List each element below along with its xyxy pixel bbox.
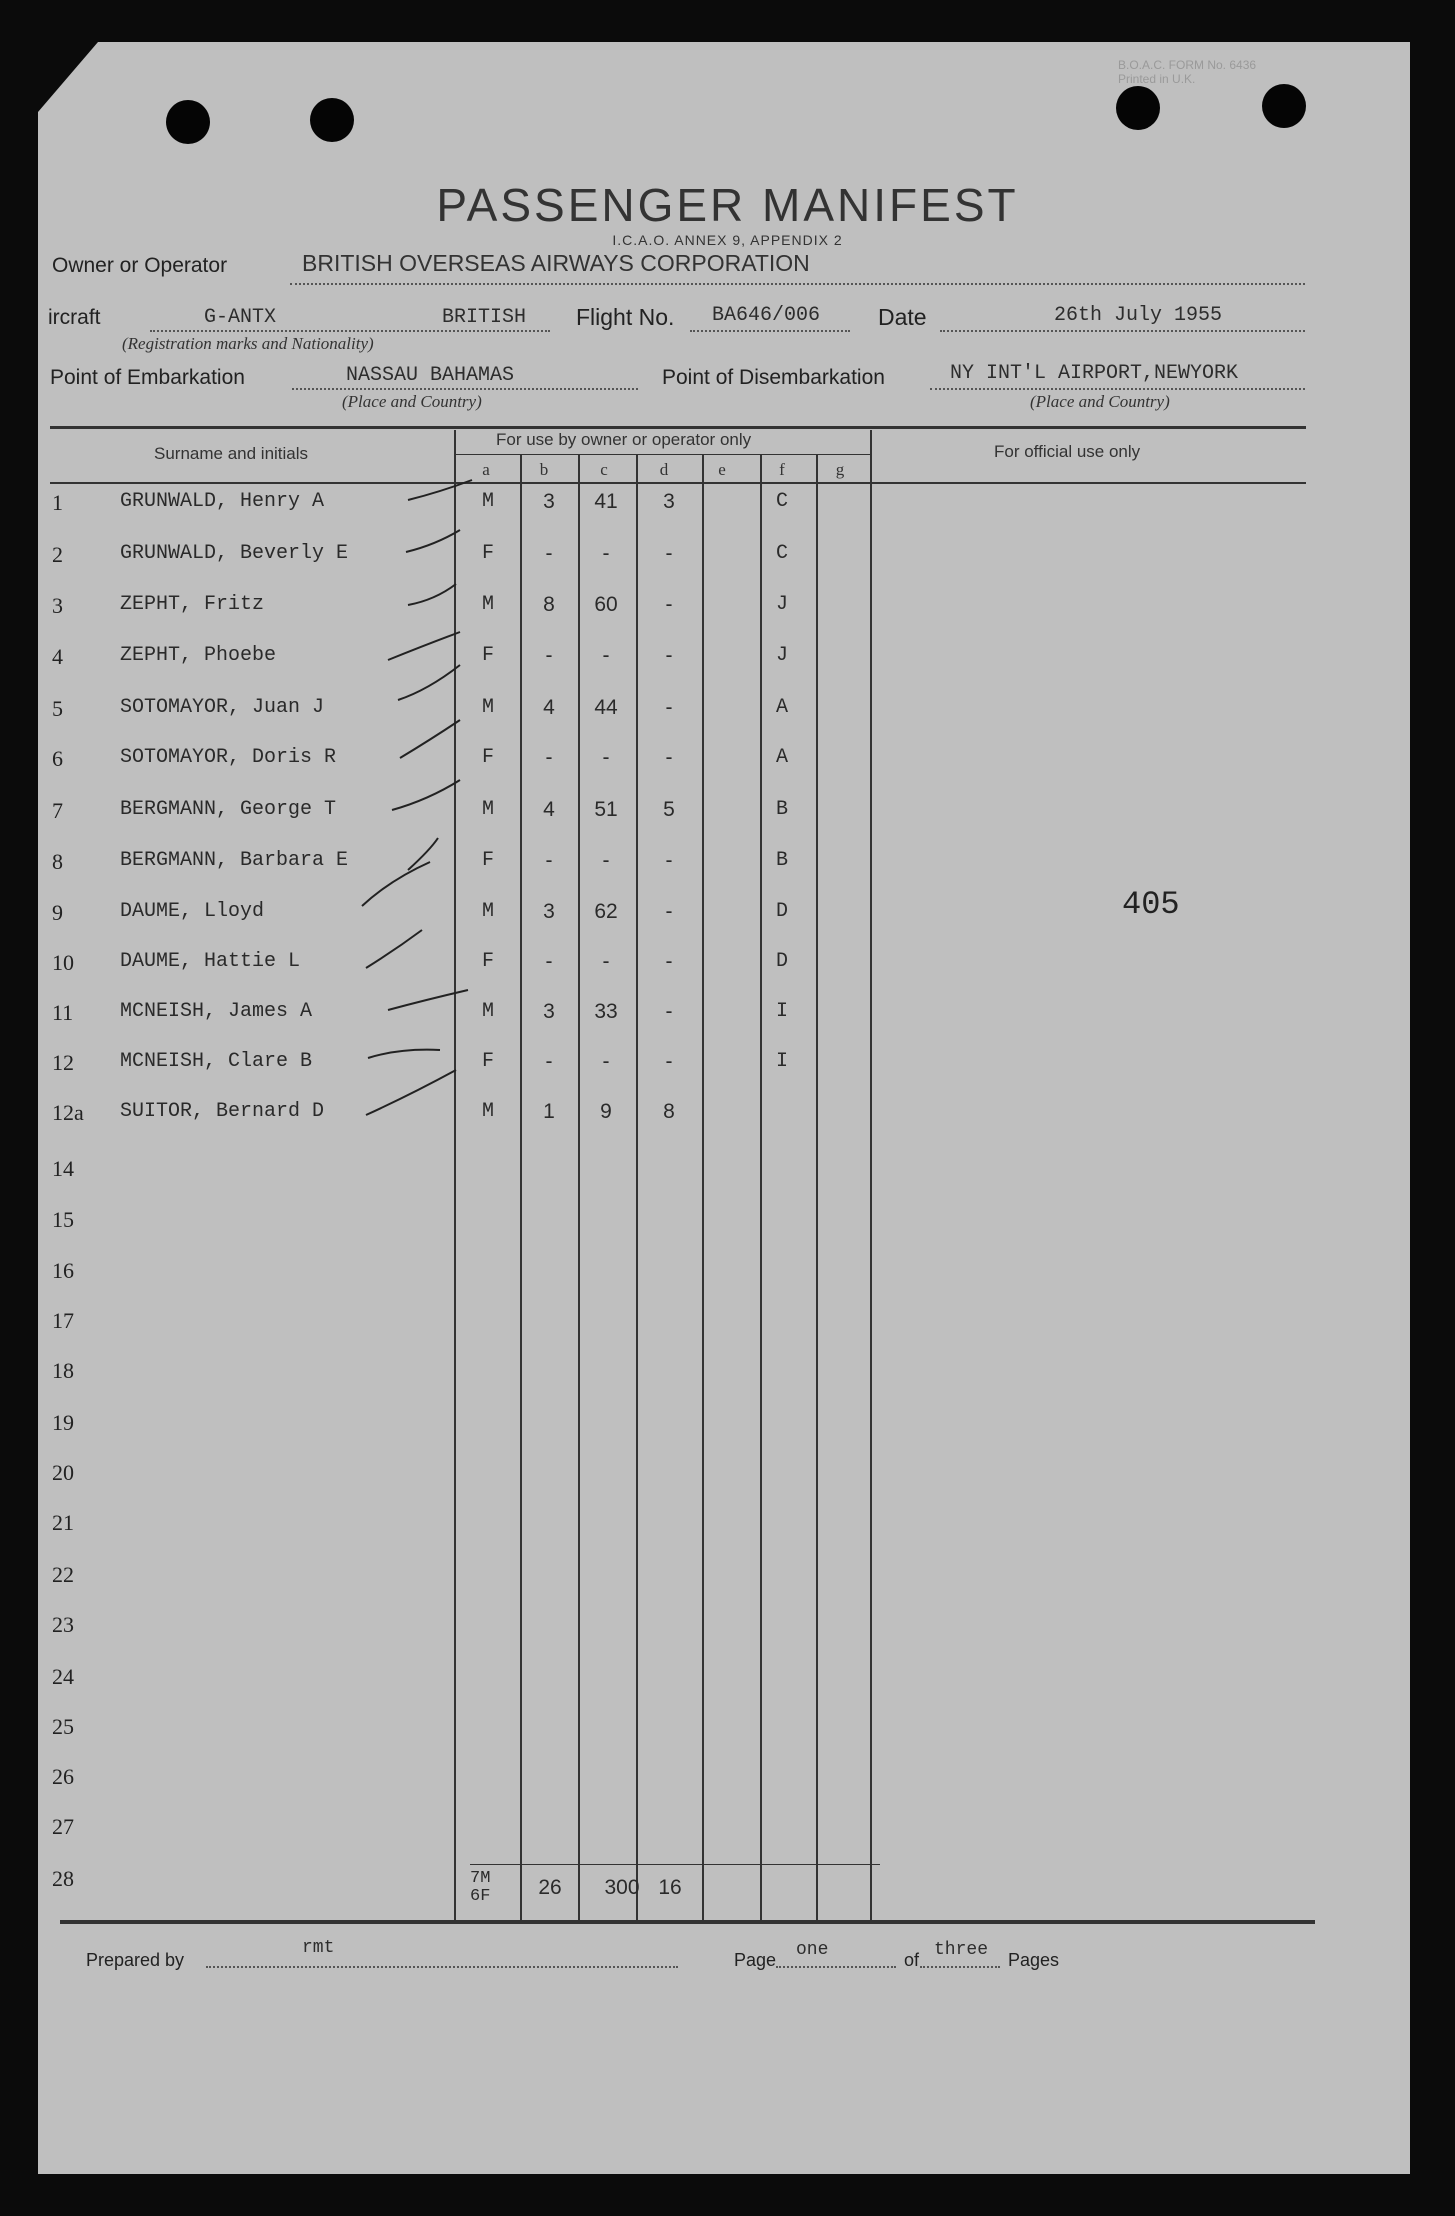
date-value: 26th July 1955 xyxy=(1054,304,1223,327)
total-d: 16 xyxy=(658,1876,682,1899)
cell-b: - xyxy=(545,950,553,973)
cell-d: - xyxy=(665,1000,673,1023)
cell-b: - xyxy=(545,849,553,872)
check-mark xyxy=(366,930,422,968)
row-number: 18 xyxy=(52,1358,74,1383)
column-header-c: c xyxy=(600,460,608,479)
page-label: Page xyxy=(734,1950,777,1970)
cell-d: - xyxy=(665,1050,673,1073)
cell-f: A xyxy=(775,696,788,719)
passenger-name: ZEPHT, Phoebe xyxy=(120,644,277,667)
row-number: 16 xyxy=(52,1258,74,1283)
column-header-f: f xyxy=(779,460,785,479)
cell-d: - xyxy=(665,542,673,565)
check-mark xyxy=(388,632,460,660)
check-mark xyxy=(366,1070,456,1115)
prepared-by-label: Prepared by xyxy=(86,1950,185,1970)
cell-d: - xyxy=(665,644,673,667)
cell-c: 51 xyxy=(594,798,618,821)
row-number: 3 xyxy=(52,593,63,618)
total-males: 7M xyxy=(470,1869,491,1888)
form-number: B.O.A.C. FORM No. 6436 xyxy=(1118,58,1257,72)
cell-b: - xyxy=(545,746,553,769)
of-label: of xyxy=(904,1950,920,1970)
cell-c: 60 xyxy=(594,593,618,616)
passenger-name: GRUNWALD, Henry A xyxy=(120,490,325,513)
cell-f: D xyxy=(775,900,788,923)
cell-f: I xyxy=(775,1050,788,1073)
total-c: 300 xyxy=(604,1876,640,1899)
row-number: 12 xyxy=(52,1050,74,1075)
passenger-name: DAUME, Lloyd xyxy=(120,900,265,923)
name-column-header: Surname and initials xyxy=(154,444,309,463)
official-column-header: For official use only xyxy=(994,442,1141,461)
row-number: 4 xyxy=(52,644,63,669)
operator-columns-header: For use by owner or operator only xyxy=(496,430,752,449)
cell-b: - xyxy=(545,542,553,565)
embarkation-label: Point of Embarkation xyxy=(50,366,245,389)
cell-d: - xyxy=(665,696,673,719)
row-number: 21 xyxy=(52,1510,74,1535)
row-number: 9 xyxy=(52,900,63,925)
column-header-d: d xyxy=(659,460,669,479)
cell-b: 3 xyxy=(543,900,555,923)
cell-f: C xyxy=(775,542,788,565)
passenger-name: BERGMANN, George T xyxy=(120,798,337,821)
row-number: 11 xyxy=(52,1000,74,1025)
cell-b: - xyxy=(545,644,553,667)
row-number: 26 xyxy=(52,1764,74,1789)
row-number: 28 xyxy=(52,1866,74,1891)
column-header-b: b xyxy=(539,460,549,479)
cell-c: - xyxy=(602,1050,610,1073)
cell-f: B xyxy=(775,798,788,821)
cell-d: - xyxy=(665,849,673,872)
aircraft-caption: (Registration marks and Nationality) xyxy=(122,334,374,353)
row-number: 1 xyxy=(52,490,63,515)
cell-f: D xyxy=(775,950,788,973)
row-number: 22 xyxy=(52,1562,74,1587)
cell-b: 3 xyxy=(543,1000,555,1023)
cell-b: 3 xyxy=(543,490,555,513)
row-number: 12a xyxy=(52,1100,84,1125)
passenger-name: SOTOMAYOR, Juan J xyxy=(120,696,325,719)
cell-a: M xyxy=(481,696,494,719)
cell-f: B xyxy=(775,849,788,872)
document-subtitle: I.C.A.O. ANNEX 9, APPENDIX 2 xyxy=(612,232,843,248)
cell-d: - xyxy=(665,900,673,923)
row-number: 8 xyxy=(52,849,63,874)
row-number: 19 xyxy=(52,1410,74,1435)
row-number: 17 xyxy=(52,1308,74,1333)
flight-label: Flight No. xyxy=(576,304,675,330)
cell-d: 8 xyxy=(663,1100,675,1123)
total-females: 6F xyxy=(470,1887,491,1906)
cell-c: 9 xyxy=(600,1100,612,1123)
cell-a: F xyxy=(481,542,494,565)
cell-c: 41 xyxy=(594,490,618,513)
passenger-name: SUITOR, Bernard D xyxy=(120,1100,325,1123)
embarkation-value: NASSAU BAHAMAS xyxy=(346,364,515,387)
total-b: 26 xyxy=(538,1876,562,1899)
row-number: 2 xyxy=(52,542,63,567)
owner-label: Owner or Operator xyxy=(52,254,228,277)
cell-c: - xyxy=(602,644,610,667)
cell-f: C xyxy=(775,490,788,513)
cell-d: - xyxy=(665,950,673,973)
passenger-name: SOTOMAYOR, Doris R xyxy=(120,746,337,769)
cell-c: - xyxy=(602,746,610,769)
cell-a: F xyxy=(481,849,494,872)
check-mark xyxy=(406,530,460,552)
row-number: 15 xyxy=(52,1207,74,1232)
cell-b: - xyxy=(545,1050,553,1073)
prepared-by-value: rmt xyxy=(302,1938,335,1958)
cell-f: I xyxy=(775,1000,788,1023)
aircraft-registration: G-ANTX xyxy=(204,306,277,329)
cell-a: F xyxy=(481,950,494,973)
pages-label: Pages xyxy=(1008,1950,1060,1970)
cell-f: A xyxy=(775,746,788,769)
passenger-name: BERGMANN, Barbara E xyxy=(120,849,349,872)
document-title: PASSENGER MANIFEST xyxy=(436,179,1019,231)
row-number: 25 xyxy=(52,1714,74,1739)
row-number: 10 xyxy=(52,950,74,975)
cell-a: M xyxy=(481,490,494,513)
row-number: 23 xyxy=(52,1612,74,1637)
row-number: 24 xyxy=(52,1664,74,1689)
cell-a: M xyxy=(481,1000,494,1023)
cell-a: F xyxy=(481,746,494,769)
cell-a: M xyxy=(481,798,494,821)
print-note: Printed in U.K. xyxy=(1118,72,1196,86)
check-mark xyxy=(408,584,456,605)
of-value: three xyxy=(934,1940,989,1960)
cell-c: 33 xyxy=(594,1000,618,1023)
date-label: Date xyxy=(878,304,927,330)
passenger-name: DAUME, Hattie L xyxy=(120,950,301,973)
cell-b: 4 xyxy=(543,798,555,821)
cell-b: 8 xyxy=(543,593,555,616)
disembarkation-caption: (Place and Country) xyxy=(1030,392,1170,411)
check-mark xyxy=(362,862,430,906)
page-value: one xyxy=(796,1940,829,1960)
row-number: 14 xyxy=(52,1156,74,1181)
cell-d: - xyxy=(665,593,673,616)
check-mark xyxy=(388,990,468,1010)
cell-c: - xyxy=(602,950,610,973)
aircraft-nationality: BRITISH xyxy=(442,306,527,329)
cell-a: M xyxy=(481,1100,494,1123)
aircraft-label: ircraft xyxy=(48,306,101,329)
cell-d: 3 xyxy=(663,490,675,513)
check-mark xyxy=(398,665,460,700)
row-number: 7 xyxy=(52,798,63,823)
flight-value: BA646/006 xyxy=(712,304,821,327)
cell-b: 4 xyxy=(543,696,555,719)
cell-c: - xyxy=(602,849,610,872)
disembarkation-label: Point of Disembarkation xyxy=(662,366,885,389)
disembarkation-value: NY INT'L AIRPORT,NEWYORK xyxy=(950,362,1239,385)
check-mark xyxy=(400,720,460,758)
row-number: 5 xyxy=(52,696,63,721)
cell-a: M xyxy=(481,900,494,923)
cell-b: 1 xyxy=(543,1100,555,1123)
check-mark xyxy=(408,480,472,500)
cell-c: - xyxy=(602,542,610,565)
embarkation-caption: (Place and Country) xyxy=(342,392,482,411)
passenger-name: MCNEISH, Clare B xyxy=(120,1050,313,1073)
row-number: 20 xyxy=(52,1460,74,1485)
column-header-g: g xyxy=(835,460,845,479)
passenger-name: ZEPHT, Fritz xyxy=(120,593,265,616)
row-number: 6 xyxy=(52,746,63,771)
check-mark xyxy=(392,780,460,810)
cell-a: F xyxy=(481,1050,494,1073)
cell-c: 44 xyxy=(594,696,618,719)
cell-d: 5 xyxy=(663,798,675,821)
passenger-name: MCNEISH, James A xyxy=(120,1000,313,1023)
cell-a: M xyxy=(481,593,494,616)
column-header-e: e xyxy=(718,460,726,479)
cell-d: - xyxy=(665,746,673,769)
official-reference-number: 405 xyxy=(1122,886,1180,923)
cell-a: F xyxy=(481,644,494,667)
check-mark xyxy=(368,1050,440,1058)
cell-f: J xyxy=(775,644,788,667)
cell-c: 62 xyxy=(594,900,618,923)
column-header-a: a xyxy=(482,460,490,479)
cell-f: J xyxy=(775,593,788,616)
passenger-name: GRUNWALD, Beverly E xyxy=(120,542,349,565)
owner-value: BRITISH OVERSEAS AIRWAYS CORPORATION xyxy=(302,250,810,276)
row-number: 27 xyxy=(52,1814,74,1839)
